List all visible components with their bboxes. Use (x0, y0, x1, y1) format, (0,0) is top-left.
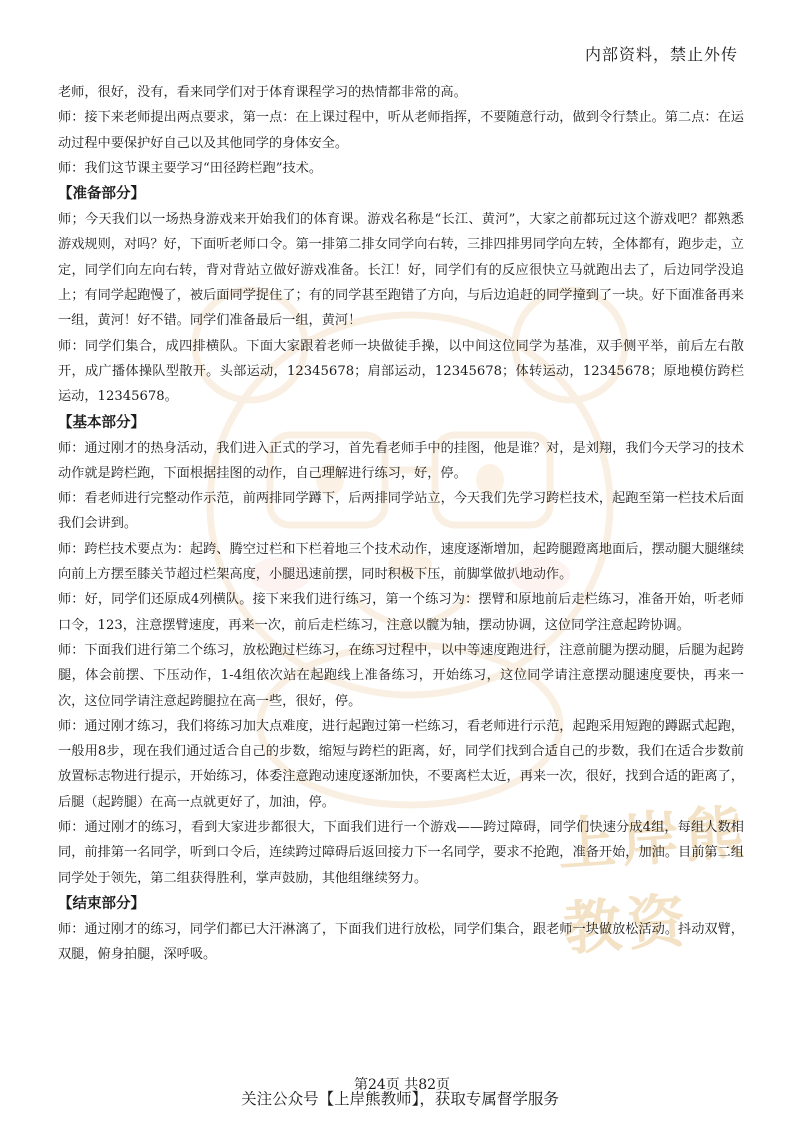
footer-promo-text: 关注公众号【上岸熊教师】，获取专属督学服务 (241, 1090, 559, 1108)
watermark-brand-text: 上岸熊教资 (555, 798, 752, 964)
paragraph: 师：我们这节课主要学习“田径跨栏跑”技术。 (58, 160, 323, 176)
paragraph: 师：同学们集合，成四排横队。下面大家跟着老师一块做徒手操，以中间这位同学为基准，双手侧平举，前后左右散开，成广播体操队型散开。头部运动，12345678；肩部运动，12345678；体转运动，12345678；原地模仿跨栏运动，12345678。 (58, 338, 744, 405)
section-heading-preparation: 【准备部分】 (58, 185, 145, 203)
paragraph: 师：看老师进行完整动作示范，前两排同学蹲下，后两排同学站立，今天我们先学习跨栏技术，起跑至第一栏技术后面我们会讲到。 (58, 491, 744, 532)
paragraph: 师：跨栏技术要点为：起跨、腾空过栏和下栏着地三个技术动作，速度逐渐增加，起跨腿蹬离地面后，摆动腿大腿继续向前上方摆至膝关节超过栏架高度，小腿迅速前摆，同时积极下压，前脚掌做扒地动作。 (58, 541, 744, 583)
paragraph: 师：通过刚才的练习，同学们都已大汗淋漓了，下面我们进行放松，同学们集合，跟老师一块做放松活动。抖动双臂，双腿，俯身拍腿，深呼吸。 (58, 921, 744, 963)
paragraph: 师：好，同学们还原成4列横队。接下来我们进行练习，第一个练习为：摆臂和原地前后走栏练习，准备开始，听老师口令，123，注意摆臂速度，再来一次，前后走栏练习，注意以髋为轴，摆动协调，这位同学注意起跨协调。 (58, 592, 744, 633)
paragraph: 师；今天我们以一场热身游戏来开始我们的体育课。游戏名称是“长江、黄河”，大家之前都玩过这个游戏吧？都熟悉游戏规则，对吗？好，下面听老师口令。第一排第二排女同学向右转，三排四排男同学向左转，全体都有，跑步走，立定，同学们向左向右转，背对背站立做好游戏准备。长江！好，同学们有的反应很快立马就跑出去了，后边同学没追上；有同学起跑慢了，被后面同学捉住了；有的同学甚至跑错了方向，与后边追赶的同学撞到了一块。好下面准备再来一组，黄河！好不错。同学们准备最后一组，黄河！ (58, 212, 744, 329)
paragraph: 师：接下来老师提出两点要求，第一点：在上课过程中，听从老师指挥，不要随意行动，做到令行禁止。第二点：在运动过程中要保护好自己以及其他同学的身体安全。 (58, 110, 744, 151)
paragraph: 师：下面我们进行第二个练习，放松跑过栏练习，在练习过程中，以中等速度跑进行，注意前腿为摆动腿，后腿为起跨腿，体会前摆、下压动作，1-4组依次站在起跑线上准备练习，开始练习，这位同学请注意摆动腿速度要快，再来一次，这位同学请注意起跨腿拉在高一些，很好，停。 (58, 642, 744, 709)
document-body (58, 80, 744, 968)
section-heading-closing: 【结束部分】 (58, 894, 145, 912)
confidential-notice: 内部资料，禁止外传 (584, 45, 738, 64)
section-heading-basic: 【基本部分】 (58, 413, 145, 431)
page-number: 第24页 共82页 (353, 1077, 451, 1093)
paragraph: 师：通过刚才的练习，看到大家进步都很大，下面我们进行一个游戏——跨过障碍，同学们快速分成4组，每组人数相同，前排第一名同学，听到口令后，连续跨过障碍后返回接力下一名同学，要求不抢跑，准备开始，加油。目前第二组同学处于领先，第二组获得胜利，掌声鼓励，其他组继续努力。 (58, 820, 744, 886)
paragraph: 师：通过刚才的热身活动，我们进入正式的学习，首先看老师手中的挂图，他是谁？对，是刘翔，我们今天学习的技术动作就是跨栏跑，下面根据挂图的动作，自己理解进行练习，好，停。 (58, 440, 744, 481)
paragraph: 老师，很好，没有，看来同学们对于体育课程学习的热情都非常的高。 (58, 85, 467, 100)
paragraph: 师：通过刚才练习，我们将练习加大点难度，进行起跑过第一栏练习，看老师进行示范，起跑采用短跑的蹲踞式起跑，一般用8步，现在我们通过适合自己的步数，缩短与跨栏的距离，好，同学们找到合适自己的步数，我们在适合步数前放置标志物进行提示，开始练习，体委注意跑动速度逐渐加快，不要离栏太近，再来一次，很好，找到合适的距离了，后腿（起跨腿）在高一点就更好了，加油，停。 (58, 718, 744, 810)
